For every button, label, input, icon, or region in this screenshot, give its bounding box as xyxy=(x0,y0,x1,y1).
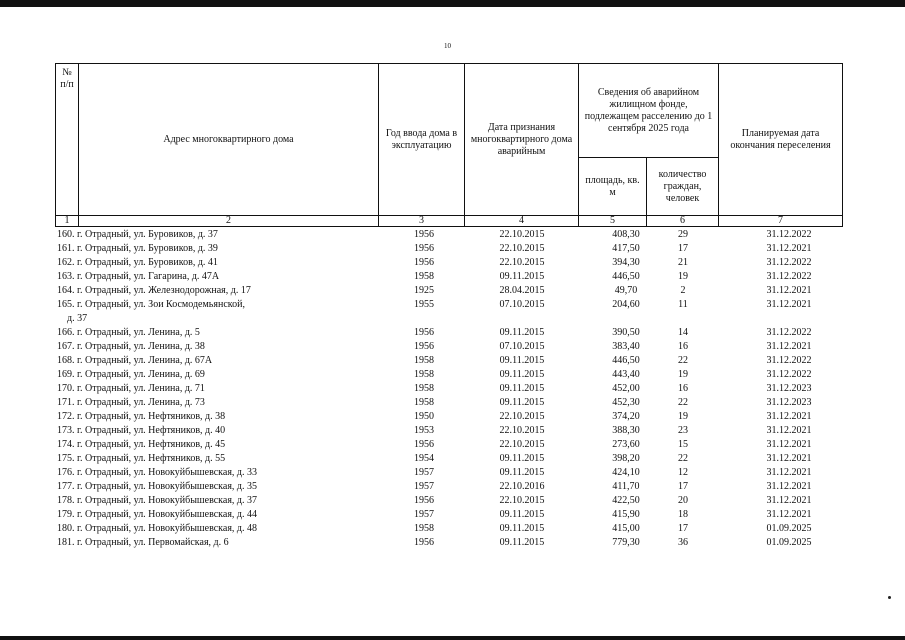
row-address-text: 181. г. Отрадный, ул. Первомайская, д. 6 xyxy=(57,537,229,548)
table-row xyxy=(55,354,842,368)
header-emergency-fund: Сведения об аварийном жилищном фонде, подлежащем расселению до 1 сентября 2025 года xyxy=(579,64,719,158)
row-people: 19 xyxy=(678,369,688,380)
table-body xyxy=(55,228,842,550)
table-row xyxy=(55,536,842,550)
row-people: 16 xyxy=(678,383,688,394)
header-number-label: № п/п xyxy=(60,67,74,90)
row-recognition-date: 09.11.2015 xyxy=(499,453,545,464)
row-planned-date: 31.12.2023 xyxy=(766,397,812,408)
row-planned-date: 31.12.2021 xyxy=(766,285,812,296)
row-year: 1956 xyxy=(414,439,434,450)
row-area: 408,30 xyxy=(612,229,640,240)
row-recognition-date: 09.11.2015 xyxy=(499,369,545,380)
row-address-text: 175. г. Отрадный, ул. Нефтяников, д. 55 xyxy=(57,453,226,464)
row-address xyxy=(57,508,357,522)
row-people: 12 xyxy=(678,467,688,478)
table-row xyxy=(55,424,842,438)
row-year: 1954 xyxy=(414,453,434,464)
row-planned-date: 31.12.2022 xyxy=(766,369,812,380)
table-row xyxy=(55,480,842,494)
row-address-text: 171. г. Отрадный, ул. Ленина, д. 73 xyxy=(57,397,205,408)
row-people: 17 xyxy=(678,523,688,534)
row-address xyxy=(57,410,357,424)
row-area: 417,50 xyxy=(612,243,640,254)
row-people: 19 xyxy=(678,411,688,422)
row-year: 1953 xyxy=(414,425,434,436)
row-area: 779,30 xyxy=(612,537,640,548)
header-address: Адрес многоквартирного дома xyxy=(79,64,379,216)
row-address xyxy=(57,494,357,508)
row-address xyxy=(57,368,357,382)
row-address xyxy=(57,256,357,270)
row-address-text: 177. г. Отрадный, ул. Новокуйбышевская, д. 35 xyxy=(57,481,258,492)
row-address xyxy=(57,522,357,536)
row-address-text: 163. г. Отрадный, ул. Гагарина, д. 47А xyxy=(57,271,220,282)
row-recognition-date: 22.10.2015 xyxy=(499,257,545,268)
row-area: 204,60 xyxy=(612,299,640,310)
column-index-row xyxy=(56,216,843,227)
row-recognition-date: 22.10.2016 xyxy=(499,481,545,492)
row-year: 1956 xyxy=(414,257,434,268)
row-year: 1958 xyxy=(414,369,434,380)
row-people: 17 xyxy=(678,243,688,254)
row-people: 20 xyxy=(678,495,688,506)
row-recognition-date: 09.11.2015 xyxy=(499,523,545,534)
row-year: 1958 xyxy=(414,397,434,408)
table-row xyxy=(55,522,842,536)
row-recognition-date: 09.11.2015 xyxy=(499,383,545,394)
row-year: 1958 xyxy=(414,523,434,534)
row-address xyxy=(57,382,357,396)
row-address xyxy=(57,536,357,550)
row-planned-date: 31.12.2022 xyxy=(766,257,812,268)
row-address-text: 164. г. Отрадный, ул. Железнодорожная, д. 17 xyxy=(57,285,251,296)
row-people: 18 xyxy=(678,509,688,520)
table-row xyxy=(55,508,842,522)
row-address xyxy=(57,326,357,340)
row-area: 394,30 xyxy=(612,257,640,268)
row-address xyxy=(57,438,357,452)
row-people: 2 xyxy=(680,285,686,296)
row-recognition-date: 09.11.2015 xyxy=(499,327,545,338)
row-recognition-date: 07.10.2015 xyxy=(499,341,545,352)
header-people: количество граждан, человек xyxy=(647,158,719,216)
row-address xyxy=(57,424,357,438)
row-year: 1957 xyxy=(414,481,434,492)
row-year: 1958 xyxy=(414,271,434,282)
row-planned-date: 31.12.2021 xyxy=(766,341,812,352)
row-area: 273,60 xyxy=(612,439,640,450)
row-address xyxy=(57,480,357,494)
row-address-text: 161. г. Отрадный, ул. Буровиков, д. 39 xyxy=(57,243,218,254)
row-area: 374,20 xyxy=(612,411,640,422)
row-year: 1956 xyxy=(414,341,434,352)
header-recognition-date: Дата признания многоквартирного дома аварийным xyxy=(465,64,579,216)
row-area: 422,50 xyxy=(612,495,640,506)
row-address-text: 160. г. Отрадный, ул. Буровиков, д. 37 xyxy=(57,229,218,240)
table-row xyxy=(55,368,842,382)
row-planned-date: 31.12.2021 xyxy=(766,453,812,464)
row-year: 1925 xyxy=(414,285,434,296)
row-year: 1957 xyxy=(414,467,434,478)
scan-top-border xyxy=(0,0,905,7)
row-address xyxy=(57,466,357,480)
row-address-text: 173. г. Отрадный, ул. Нефтяников, д. 40 xyxy=(57,425,226,436)
row-people: 19 xyxy=(678,271,688,282)
row-area: 383,40 xyxy=(612,341,640,352)
header-area: площадь, кв. м xyxy=(579,158,647,216)
table-row xyxy=(55,494,842,508)
row-address xyxy=(57,452,357,466)
row-recognition-date: 22.10.2015 xyxy=(499,229,545,240)
scan-speck xyxy=(888,596,891,599)
table-row xyxy=(55,228,842,242)
row-recognition-date: 22.10.2015 xyxy=(499,411,545,422)
row-area: 443,40 xyxy=(612,369,640,380)
row-planned-date: 01.09.2025 xyxy=(766,523,812,534)
row-planned-date: 31.12.2021 xyxy=(766,243,812,254)
table-row xyxy=(55,396,842,410)
row-address-text: 180. г. Отрадный, ул. Новокуйбышевская, д. 48 xyxy=(57,523,258,534)
row-address-text: 178. г. Отрадный, ул. Новокуйбышевская, д. 37 xyxy=(57,495,258,506)
row-people: 11 xyxy=(678,299,688,310)
column-index: 3 xyxy=(379,216,465,227)
page-number: 10 xyxy=(444,42,451,50)
row-year: 1956 xyxy=(414,537,434,548)
row-year: 1958 xyxy=(414,383,434,394)
table-row xyxy=(55,410,842,424)
row-address xyxy=(57,270,357,284)
row-address-text: 167. г. Отрадный, ул. Ленина, д. 38 xyxy=(57,341,205,352)
table-header xyxy=(55,63,843,227)
row-recognition-date: 09.11.2015 xyxy=(499,271,545,282)
row-planned-date: 31.12.2021 xyxy=(766,467,812,478)
row-recognition-date: 22.10.2015 xyxy=(499,495,545,506)
row-year: 1950 xyxy=(414,411,434,422)
row-planned-date: 31.12.2022 xyxy=(766,327,812,338)
row-planned-date: 31.12.2021 xyxy=(766,425,812,436)
table-row xyxy=(55,256,842,270)
row-address-text: 168. г. Отрадный, ул. Ленина, д. 67А xyxy=(57,355,213,366)
row-year: 1956 xyxy=(414,243,434,254)
row-year: 1956 xyxy=(414,495,434,506)
row-recognition-date: 09.11.2015 xyxy=(499,355,545,366)
row-address xyxy=(57,354,357,368)
table-row xyxy=(55,466,842,480)
table-row xyxy=(55,270,842,284)
row-address-continuation: д. 37 xyxy=(67,313,88,324)
row-recognition-date: 09.11.2015 xyxy=(499,509,545,520)
row-year: 1956 xyxy=(414,327,434,338)
row-address-text: 174. г. Отрадный, ул. Нефтяников, д. 45 xyxy=(57,439,226,450)
header-number xyxy=(56,64,79,216)
table-row xyxy=(55,452,842,466)
header-planned-date: Планируемая дата окончания переселения xyxy=(719,64,843,216)
column-index: 5 xyxy=(579,216,647,227)
row-year: 1958 xyxy=(414,355,434,366)
row-recognition-date: 09.11.2015 xyxy=(499,537,545,548)
row-address-text: 162. г. Отрадный, ул. Буровиков, д. 41 xyxy=(57,257,218,268)
row-people: 36 xyxy=(678,537,688,548)
column-index: 7 xyxy=(719,216,843,227)
table-row xyxy=(55,438,842,452)
row-people: 29 xyxy=(678,229,688,240)
table-row xyxy=(55,284,842,298)
row-address-text: 169. г. Отрадный, ул. Ленина, д. 69 xyxy=(57,369,205,380)
row-people: 22 xyxy=(678,397,688,408)
row-area: 415,90 xyxy=(612,509,640,520)
row-address xyxy=(57,284,357,298)
row-recognition-date: 09.11.2015 xyxy=(499,397,545,408)
row-address xyxy=(57,396,357,410)
row-area: 424,10 xyxy=(612,467,640,478)
header-year: Год ввода дома в эксплуатацию xyxy=(379,64,465,216)
row-area: 390,50 xyxy=(612,327,640,338)
row-recognition-date: 22.10.2015 xyxy=(499,439,545,450)
row-recognition-date: 22.10.2015 xyxy=(499,243,545,254)
row-recognition-date: 28.04.2015 xyxy=(499,285,545,296)
row-area: 415,00 xyxy=(612,523,640,534)
column-index: 4 xyxy=(465,216,579,227)
row-area: 411,70 xyxy=(612,481,640,492)
row-planned-date: 31.12.2023 xyxy=(766,383,812,394)
row-area: 398,20 xyxy=(612,453,640,464)
table-row xyxy=(55,382,842,396)
row-planned-date: 31.12.2022 xyxy=(766,229,812,240)
row-address-text: 172. г. Отрадный, ул. Нефтяников, д. 38 xyxy=(57,411,226,422)
row-people: 14 xyxy=(678,327,688,338)
column-index: 2 xyxy=(79,216,379,227)
row-people: 15 xyxy=(678,439,688,450)
row-area: 49,70 xyxy=(614,285,638,296)
row-planned-date: 31.12.2021 xyxy=(766,439,812,450)
row-planned-date: 31.12.2021 xyxy=(766,411,812,422)
row-people: 21 xyxy=(678,257,688,268)
table-row xyxy=(55,242,842,256)
row-area: 452,30 xyxy=(612,397,640,408)
row-people: 16 xyxy=(678,341,688,352)
row-address-text: 170. г. Отрадный, ул. Ленина, д. 71 xyxy=(57,383,205,394)
row-people: 17 xyxy=(678,481,688,492)
row-planned-date: 31.12.2022 xyxy=(766,355,812,366)
scan-bottom-border xyxy=(0,636,905,640)
row-people: 23 xyxy=(678,425,688,436)
table-row xyxy=(55,340,842,354)
row-address xyxy=(57,298,357,326)
table-row xyxy=(55,298,842,326)
row-people: 22 xyxy=(678,453,688,464)
row-address-text: 179. г. Отрадный, ул. Новокуйбышевская, д. 44 xyxy=(57,509,258,520)
row-address-text: 165. г. Отрадный, ул. Зои Космодемьянской, xyxy=(57,299,245,310)
row-recognition-date: 22.10.2015 xyxy=(499,425,545,436)
row-planned-date: 31.12.2022 xyxy=(766,271,812,282)
row-address-text: 166. г. Отрадный, ул. Ленина, д. 5 xyxy=(57,327,200,338)
table-row xyxy=(55,326,842,340)
row-address xyxy=(57,242,357,256)
row-year: 1955 xyxy=(414,299,434,310)
column-index: 1 xyxy=(56,216,79,227)
row-recognition-date: 09.11.2015 xyxy=(499,467,545,478)
row-recognition-date: 07.10.2015 xyxy=(499,299,545,310)
row-address-text: 176. г. Отрадный, ул. Новокуйбышевская, д. 33 xyxy=(57,467,258,478)
row-planned-date: 31.12.2021 xyxy=(766,495,812,506)
row-area: 452,00 xyxy=(612,383,640,394)
row-planned-date: 01.09.2025 xyxy=(766,537,812,548)
row-area: 388,30 xyxy=(612,425,640,436)
row-people: 22 xyxy=(678,355,688,366)
row-year: 1957 xyxy=(414,509,434,520)
row-address xyxy=(57,228,357,242)
row-planned-date: 31.12.2021 xyxy=(766,481,812,492)
row-planned-date: 31.12.2021 xyxy=(766,509,812,520)
row-year: 1956 xyxy=(414,229,434,240)
row-area: 446,50 xyxy=(612,355,640,366)
row-area: 446,50 xyxy=(612,271,640,282)
row-planned-date: 31.12.2021 xyxy=(766,299,812,310)
column-index: 6 xyxy=(647,216,719,227)
row-address xyxy=(57,340,357,354)
